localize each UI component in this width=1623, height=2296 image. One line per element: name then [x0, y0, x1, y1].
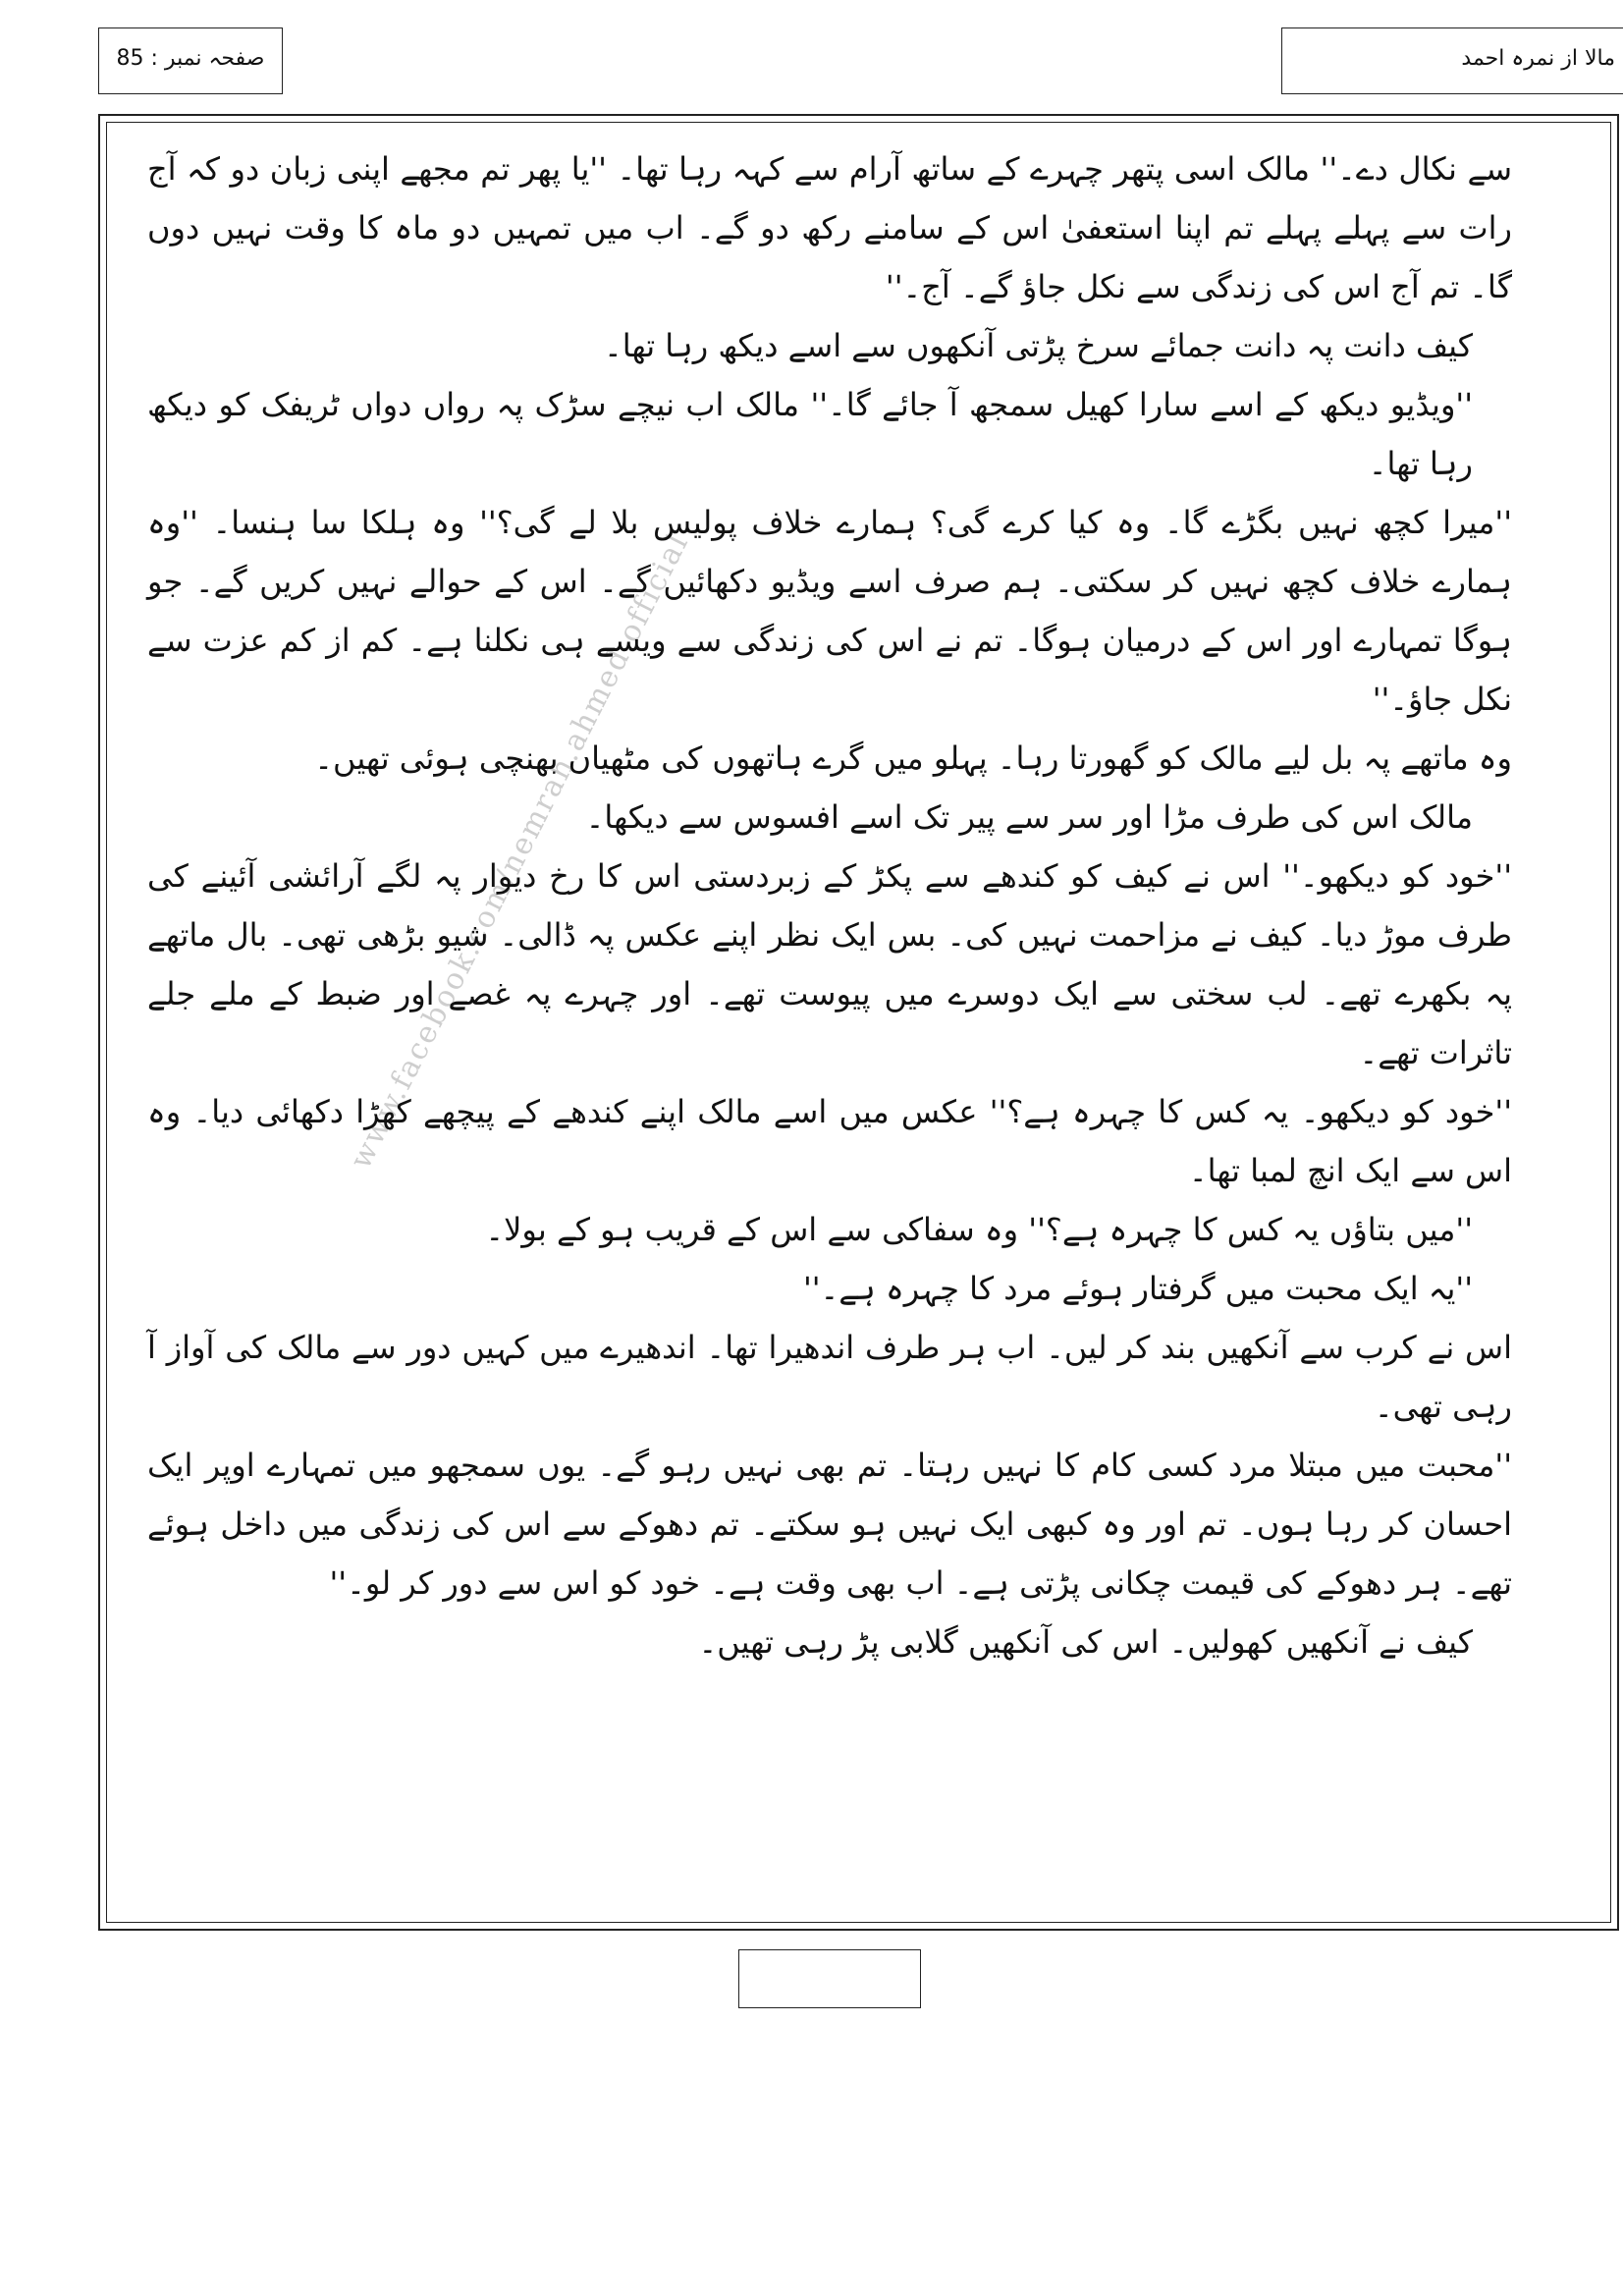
paragraph-8: ''خود کو دیکھو۔ یہ کس کا چہرہ ہے؟'' عکس میں اسے مالک اپنے کندھے کے پیچھے کھڑا دکھائی دیا۔ وہ اس سے ایک انچ لمبا تھا۔ — [147, 1093, 1512, 1189]
paragraph-4: ''میرا کچھ نہیں بگڑے گا۔ وہ کیا کرے گی؟ ہمارے خلاف پولیس بلا لے گی؟'' وہ ہلکا سا ہنسا۔ ''وہ ہمارے خلاف کچھ نہیں کر سکتی۔ ہم صرف اسے ویڈیو دکھائیں گے۔ اس کے حوالے نہیں کریں گے۔ جو ہوگا تمہارے اور اس کے درمیان ہوگا۔ تم نے اس کی زندگی سے ویسے ہی نکلنا ہے۔ کم از کم عزت سے نکل جاؤ۔'' — [147, 504, 1513, 718]
paragraph-7: ''خود کو دیکھو۔'' اس نے کیف کو کندھے سے پکڑ کے زبردستی اس کا رخ دیوار پہ لگے آرائشی آئینے کی طرف موڑ دیا۔ کیف نے مزاحمت نہیں کی۔ بس ایک نظر اپنے عکس پہ ڈالی۔ شیو بڑھی تھی۔ بال ماتھے پہ بکھرے تھے۔ لب سختی سے ایک دوسرے میں پیوست تھے۔ اور چہرے پہ غصے اور ضبط کے ملے جلے تاثرات تھے۔ — [147, 857, 1512, 1071]
page-number-label: صفحہ نمبر : 85 — [116, 46, 265, 71]
paragraph-12: ''محبت میں مبتلا مرد کسی کام کا نہیں رہتا۔ تم بھی نہیں رہو گے۔ یوں سمجھو میں تمہارے اوپر ایک احسان کر رہا ہوں۔ تم اور وہ کبھی ایک نہیں ہو سکتے۔ تم دھوکے سے اس کی زندگی میں داخل ہوئے تھے۔ ہر دھوکے کی قیمت چکانی پڑتی ہے۔ اب بھی وقت ہے۔ خود کو اس سے دور کر لو۔'' — [147, 1447, 1513, 1602]
watermark-text: www.facebook.com/nemrah.ahmed.official — [344, 527, 696, 1175]
paragraph-1: سے نکال دے۔'' مالک اسی پتھر چہرے کے ساتھ آرام سے کہہ رہا تھا۔ ''یا پھر تم مجھے اپنی زبان دو کہ آج رات سے پہلے پہلے تم اپنا استعفیٰ اس کے سامنے رکھ دو گے۔ اب میں تمہیں دو ماہ کا وقت نہیں دوں گا۔ تم آج اس کی زندگی سے نکل جاؤ گے۔ آج۔'' — [147, 150, 1512, 305]
paragraph-13: کیف نے آنکھیں کھولیں۔ اس کی آنکھیں گلابی پڑ رہی تھیں۔ — [698, 1623, 1473, 1661]
paragraph-3: ''ویڈیو دیکھ کے اسے سارا کھیل سمجھ آ جائے گا۔'' مالک اب نیچے سڑک پہ رواں دواں ٹریفک کو دیکھ رہا تھا۔ — [147, 386, 1473, 482]
page-number-box — [98, 27, 283, 94]
paragraph-9: ''میں بتاؤں یہ کس کا چہرہ ہے؟'' وہ سفاکی سے اس کے قریب ہو کے بولا۔ — [485, 1211, 1473, 1248]
paragraph-5: وہ ماتھے پہ بل لیے مالک کو گھورتا رہا۔ پہلو میں گرے ہاتھوں کی مٹھیاں بھنچی ہوئی تھیں۔ — [314, 739, 1512, 777]
footer-box — [738, 1949, 921, 2008]
paragraph-10: ''یہ ایک محبت میں گرفتار ہوئے مرد کا چہرہ ہے۔'' — [802, 1270, 1473, 1307]
story-body — [147, 139, 1512, 1671]
paragraph-6: مالک اس کی طرف مڑا اور سر سے پیر تک اسے افسوس سے دیکھا۔ — [585, 798, 1473, 836]
author-title: مالا از نمرہ احمد — [1461, 46, 1615, 71]
paragraph-11: اس نے کرب سے آنکھیں بند کر لیں۔ اب ہر طرف اندھیرا تھا۔ اندھیرے میں کہیں دور سے مالک کی آواز آ رہی تھی۔ — [147, 1329, 1512, 1425]
paragraph-2: کیف دانت پہ دانت جمائے سرخ پڑتی آنکھوں سے اسے دیکھ رہا تھا۔ — [603, 327, 1473, 364]
author-title-box — [1281, 27, 1623, 94]
